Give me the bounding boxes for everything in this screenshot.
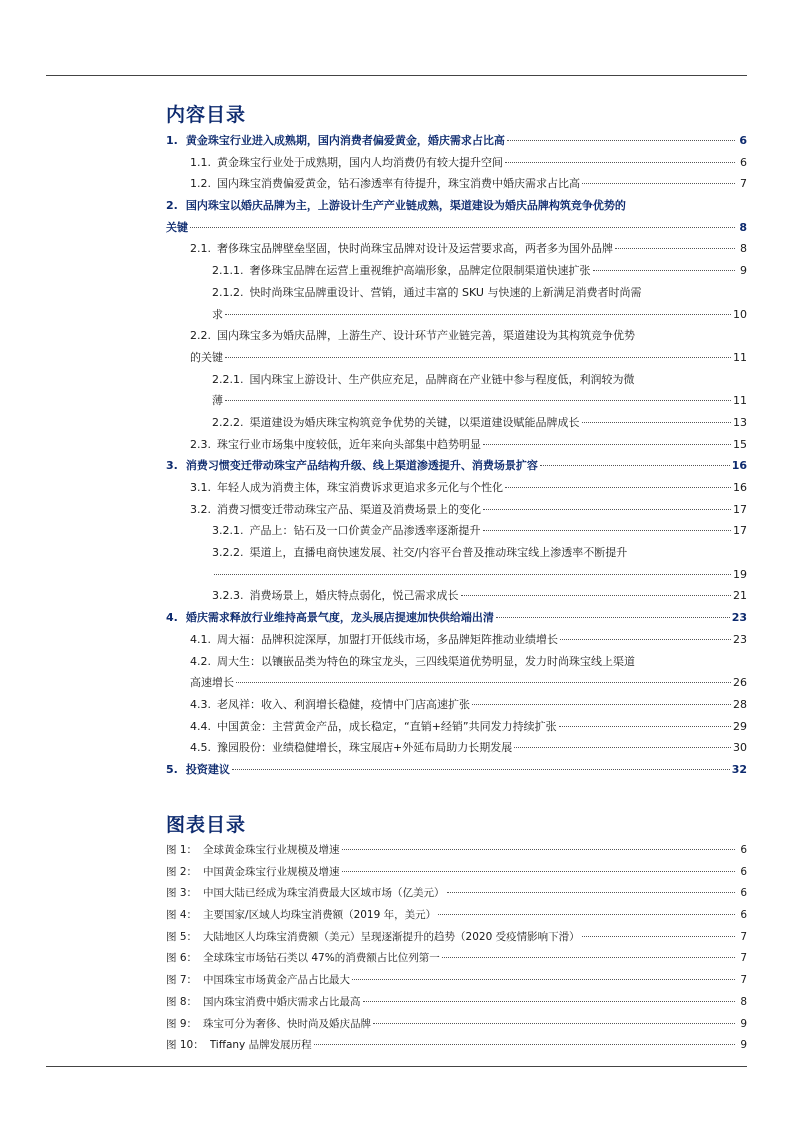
dot-leader bbox=[615, 248, 735, 249]
toc-entry-page: 28 bbox=[733, 697, 747, 711]
toc-entry-number: 4.5. bbox=[190, 741, 211, 755]
figure-entry-number: 图 6： bbox=[166, 952, 198, 965]
figure-entry-number: 图 7： bbox=[166, 974, 198, 987]
toc-entry-1[interactable] bbox=[166, 130, 747, 152]
figure-entry-page: 8 bbox=[740, 995, 747, 1008]
toc-entry-2-1-2[interactable] bbox=[166, 282, 747, 325]
dot-leader bbox=[559, 726, 731, 727]
toc-entry-text: 奢侈珠宝品牌壁垒坚固，快时尚珠宝品牌对设计及运营要求高，两者多为国外品牌 bbox=[217, 242, 613, 256]
toc-entry-4-4[interactable] bbox=[166, 716, 747, 738]
toc-entry-page: 7 bbox=[740, 177, 747, 191]
toc-entry-number: 2. bbox=[166, 199, 178, 213]
toc-entry-page: 6 bbox=[740, 155, 747, 169]
dot-leader bbox=[225, 400, 731, 401]
dot-leader bbox=[342, 871, 735, 872]
figure-entry-text: 中国黄金珠宝行业规模及增速 bbox=[203, 865, 340, 878]
toc-entry-number: 3.2. bbox=[190, 502, 211, 516]
toc-entry-number: 2.1.1. bbox=[212, 264, 244, 278]
toc-entry-4-1[interactable] bbox=[166, 629, 747, 651]
dot-leader bbox=[461, 595, 732, 596]
toc-entry-text: 国内珠宝多为婚庆品牌，上游生产、设计环节产业链完善，渠道建设为其构筑竞争优势 bbox=[217, 329, 635, 343]
figure-entry-number: 图 4： bbox=[166, 909, 198, 922]
figure-entry-page: 7 bbox=[740, 952, 747, 965]
toc-entry-page: 23 bbox=[733, 632, 747, 646]
toc-entry-text: 渠道上，直播电商快速发展、社交/内容平台普及推动珠宝线上渗透率不断提升 bbox=[249, 546, 628, 560]
figure-entry-page: 6 bbox=[740, 887, 747, 900]
figure-entry-text: 全球黄金珠宝行业规模及增速 bbox=[203, 844, 340, 856]
toc-entry-1-2[interactable] bbox=[166, 173, 747, 195]
toc-entry-text: 奢侈珠宝品牌在运营上重视维护高端形象，品牌定位限制渠道快速扩张 bbox=[249, 264, 591, 278]
toc-entry-page: 11 bbox=[733, 394, 747, 408]
figure-entry-page: 6 bbox=[740, 844, 747, 856]
figure-entry-text: 珠宝可分为奢侈、快时尚及婚庆品牌 bbox=[203, 1017, 372, 1030]
dot-leader bbox=[483, 444, 731, 445]
toc-entry-page: 16 bbox=[733, 481, 747, 494]
figure-entry-text: 全球珠宝市场钻石类以 47%的消费额占比位列第一 bbox=[203, 952, 440, 965]
toc-entry-2-2-2[interactable] bbox=[166, 412, 747, 434]
toc-entry-2-3[interactable] bbox=[166, 434, 747, 456]
toc-entry-page: 21 bbox=[733, 589, 747, 603]
toc-entry-text: 国内珠宝上游设计、生产供应充足，品牌商在产业链中参与程度低，利润较为微 bbox=[249, 372, 635, 386]
toc-entry-page: 16 bbox=[731, 459, 747, 473]
figure-entry-8[interactable] bbox=[166, 992, 747, 1014]
toc-entry-page: 8 bbox=[739, 220, 747, 234]
dot-leader bbox=[505, 487, 731, 488]
toc-entry-text: 消费场景上，婚庆特点弱化，悦己需求成长 bbox=[249, 589, 459, 603]
toc-entry-page: 30 bbox=[733, 741, 747, 755]
figure-entry-10[interactable] bbox=[166, 1035, 747, 1057]
dot-leader bbox=[483, 530, 732, 531]
toc-entry-number: 2.1. bbox=[190, 242, 211, 256]
toc-entry-text: 周大福：品牌积淀深厚，加盟打开低线市场，多品牌矩阵推动业绩增长 bbox=[217, 632, 558, 646]
dot-leader bbox=[314, 1044, 735, 1045]
toc-entry-number: 4.2. bbox=[190, 654, 211, 668]
figure-entry-page: 9 bbox=[740, 1017, 747, 1030]
figure-entry-6[interactable] bbox=[166, 948, 747, 970]
dot-leader bbox=[342, 849, 735, 850]
toc-heading: 内容目录 bbox=[166, 104, 247, 126]
toc-entry-page: 23 bbox=[731, 611, 747, 625]
toc-entry-number: 2.1.2. bbox=[212, 285, 244, 299]
toc-entry-number: 2.2.1. bbox=[212, 372, 244, 386]
toc-entry-5[interactable] bbox=[166, 759, 747, 781]
toc-entry-3[interactable] bbox=[166, 455, 747, 477]
figure-entry-number: 图 5： bbox=[166, 930, 198, 943]
toc-entry-page: 17 bbox=[733, 524, 747, 538]
figure-entry-4[interactable] bbox=[166, 905, 747, 927]
toc-entry-text: 产品上：钻石及一口价黄金产品渗透率逐渐提升 bbox=[249, 524, 481, 538]
toc-entry-text: 周大生：以镶嵌品类为特色的珠宝龙头，三四线渠道优势明显，发力时尚珠宝线上渠道 bbox=[217, 654, 635, 668]
figure-entry-text: 中国珠宝市场黄金产品占比最大 bbox=[203, 974, 351, 987]
toc-entry-number: 4. bbox=[166, 611, 178, 625]
toc-entry-text: 年轻人成为消费主体，珠宝消费诉求更追求多元化与个性化 bbox=[217, 481, 503, 494]
dot-leader bbox=[593, 270, 736, 271]
toc-entry-4-5[interactable] bbox=[166, 737, 747, 759]
dot-leader bbox=[496, 617, 730, 618]
toc-entry-text: 婚庆需求释放行业维持高景气度，龙头展店提速加快供给端出清 bbox=[185, 611, 494, 625]
dot-leader bbox=[438, 914, 735, 915]
toc-entry-text: 老凤祥：收入、利润增长稳健，疫情中门店高速扩张 bbox=[217, 697, 470, 711]
dot-leader bbox=[540, 465, 730, 466]
toc-entry-text: 快时尚珠宝品牌重设计、营销，通过丰富的 SKU 与快速的上新满足消费者时尚需 bbox=[249, 285, 642, 299]
dot-leader bbox=[582, 183, 735, 184]
toc-entry-text: 珠宝行业市场集中度较低，近年来向头部集中趋势明显 bbox=[217, 437, 481, 451]
toc-entry-text: 消费习惯变迁带动珠宝产品、渠道及消费场景上的变化 bbox=[217, 502, 481, 516]
toc-entry-number: 4.4. bbox=[190, 719, 211, 733]
toc-entry-3-2-3[interactable] bbox=[166, 585, 747, 607]
figure-entry-9[interactable] bbox=[166, 1014, 747, 1036]
figure-entry-text: 主要国家/区域人均珠宝消费额（2019 年，美元） bbox=[203, 909, 437, 922]
dot-leader bbox=[514, 747, 731, 748]
figure-entry-text: 中国大陆已经成为珠宝消费最大区域市场（亿美元） bbox=[203, 887, 445, 900]
toc-entry-2-1[interactable] bbox=[166, 238, 747, 260]
dot-leader bbox=[373, 1023, 735, 1024]
figures-heading: 图表目录 bbox=[166, 814, 247, 836]
figure-entry-text: 大陆地区人均珠宝消费额（美元）呈现逐渐提升的趋势（2020 受疫情影响下滑） bbox=[203, 930, 580, 943]
toc-entry-text: 消费习惯变迁带动珠宝产品结构升级、线上渠道渗透提升、消费场景扩容 bbox=[185, 459, 538, 473]
dot-leader bbox=[505, 162, 735, 163]
toc-entry-text-cont: 薄 bbox=[212, 394, 223, 408]
toc-entry-3-2-2[interactable] bbox=[166, 542, 747, 585]
toc-entry-page: 6 bbox=[739, 134, 747, 147]
figures-list bbox=[166, 840, 747, 1057]
toc-entry-number: 1.1. bbox=[190, 155, 211, 169]
toc-entry-text: 国内珠宝消费偏爱黄金，钻石渗透率有待提升，珠宝消费中婚庆需求占比高 bbox=[217, 177, 580, 191]
toc-entry-number: 5. bbox=[166, 762, 178, 776]
dot-leader bbox=[442, 957, 735, 958]
footer-rule bbox=[46, 1066, 747, 1067]
dot-leader bbox=[352, 979, 735, 980]
toc-entry-number: 2.3. bbox=[190, 437, 211, 451]
dot-leader bbox=[232, 769, 730, 770]
toc-entry-number: 1. bbox=[166, 134, 178, 147]
toc-entry-text: 国内珠宝以婚庆品牌为主，上游设计生产产业链成熟，渠道建设为婚庆品牌构筑竞争优势的 bbox=[185, 199, 626, 213]
toc-entry-text-cont: 关键 bbox=[166, 220, 188, 234]
toc-entry-page: 29 bbox=[733, 719, 747, 733]
figure-entry-3[interactable] bbox=[166, 883, 747, 905]
toc-entry-2-2[interactable] bbox=[166, 325, 747, 368]
dot-leader bbox=[447, 892, 735, 893]
toc-entry-1-1[interactable] bbox=[166, 152, 747, 174]
toc-entry-2-2-1[interactable] bbox=[166, 369, 747, 412]
figure-entry-7[interactable] bbox=[166, 970, 747, 992]
dot-leader bbox=[236, 682, 731, 683]
figure-entry-number: 图 9： bbox=[166, 1017, 198, 1030]
toc-entry-text-cont: 求 bbox=[212, 307, 223, 321]
toc-entry-number: 2.2.2. bbox=[212, 415, 244, 429]
toc-entry-page: 8 bbox=[740, 242, 747, 256]
toc-entry-page: 17 bbox=[733, 502, 747, 516]
dot-leader bbox=[507, 140, 735, 141]
toc-entry-number: 3.1. bbox=[190, 481, 211, 494]
figure-entry-number: 图 1： bbox=[166, 844, 198, 856]
toc-entry-page: 19 bbox=[733, 567, 747, 581]
header-rule bbox=[46, 75, 747, 76]
toc-entry-number: 3.2.2. bbox=[212, 546, 244, 560]
dot-leader bbox=[472, 704, 731, 705]
dot-leader bbox=[582, 422, 732, 423]
dot-leader bbox=[582, 936, 735, 937]
toc-entry-page: 26 bbox=[733, 676, 747, 690]
toc-entry-text: 中国黄金：主营黄金产品，成长稳定，“直销+经销”共同发力持续扩张 bbox=[217, 719, 557, 733]
figure-entry-page: 6 bbox=[740, 865, 747, 878]
figure-entry-page: 7 bbox=[740, 974, 747, 987]
dot-leader bbox=[225, 357, 731, 358]
figure-entry-1[interactable] bbox=[166, 840, 747, 862]
toc-entry-text: 豫园股份：业绩稳健增长，珠宝展店+外延布局助力长期发展 bbox=[217, 741, 513, 755]
toc-entry-text: 黄金珠宝行业处于成熟期，国内人均消费仍有较大提升空间 bbox=[217, 155, 503, 169]
dot-leader bbox=[363, 1001, 735, 1002]
toc-entry-page: 13 bbox=[733, 415, 747, 429]
figure-entry-number: 图 3： bbox=[166, 887, 198, 900]
figure-entry-5[interactable] bbox=[166, 927, 747, 949]
toc-entry-2-1-1[interactable] bbox=[166, 260, 747, 282]
figure-entry-2[interactable] bbox=[166, 862, 747, 884]
dot-leader bbox=[214, 574, 731, 575]
toc-entry-number: 2.2. bbox=[190, 329, 211, 343]
toc-entry-text: 渠道建设为婚庆珠宝构筑竞争优势的关键，以渠道建设赋能品牌成长 bbox=[249, 415, 580, 429]
dot-leader bbox=[483, 509, 731, 510]
toc-entry-number: 3.2.1. bbox=[212, 524, 244, 538]
toc-entry-text-cont: 高速增长 bbox=[190, 676, 234, 690]
toc-entry-3-2-1[interactable] bbox=[166, 520, 747, 542]
toc-entry-text: 投资建议 bbox=[185, 762, 230, 776]
dot-leader bbox=[190, 227, 735, 228]
toc-list bbox=[166, 130, 747, 781]
figure-entry-page: 6 bbox=[740, 909, 747, 922]
toc-entry-4[interactable] bbox=[166, 607, 747, 629]
toc-entry-3-1[interactable] bbox=[166, 477, 747, 499]
toc-entry-text: 黄金珠宝行业进入成熟期，国内消费者偏爱黄金，婚庆需求占比高 bbox=[185, 134, 505, 147]
figure-entry-text: 国内珠宝消费中婚庆需求占比最高 bbox=[203, 995, 361, 1008]
toc-entry-page: 10 bbox=[733, 307, 747, 321]
figure-entry-number: 图 8： bbox=[166, 995, 198, 1008]
figure-entry-number: 图 2： bbox=[166, 865, 198, 878]
figure-entry-page: 9 bbox=[740, 1039, 747, 1052]
toc-entry-page: 11 bbox=[733, 350, 747, 364]
toc-entry-2[interactable] bbox=[166, 195, 747, 238]
toc-entry-number: 3.2.3. bbox=[212, 589, 244, 603]
dot-leader bbox=[560, 639, 731, 640]
toc-entry-page: 9 bbox=[740, 264, 747, 278]
figure-entry-page: 7 bbox=[740, 930, 747, 943]
toc-entry-number: 1.2. bbox=[190, 177, 211, 191]
figure-entry-number: 图 10： bbox=[166, 1039, 204, 1052]
toc-entry-page: 15 bbox=[733, 437, 747, 451]
toc-entry-number: 4.3. bbox=[190, 697, 211, 711]
toc-entry-number: 3. bbox=[166, 459, 178, 473]
toc-entry-number: 4.1. bbox=[190, 632, 211, 646]
figure-entry-text: Tiffany 品牌发展历程 bbox=[209, 1039, 312, 1052]
toc-entry-text-cont: 的关键 bbox=[190, 350, 223, 364]
dot-leader bbox=[225, 314, 731, 315]
toc-entry-4-2[interactable] bbox=[166, 651, 747, 694]
toc-entry-3-2[interactable] bbox=[166, 499, 747, 521]
toc-entry-page: 32 bbox=[731, 762, 747, 776]
toc-entry-4-3[interactable] bbox=[166, 694, 747, 716]
